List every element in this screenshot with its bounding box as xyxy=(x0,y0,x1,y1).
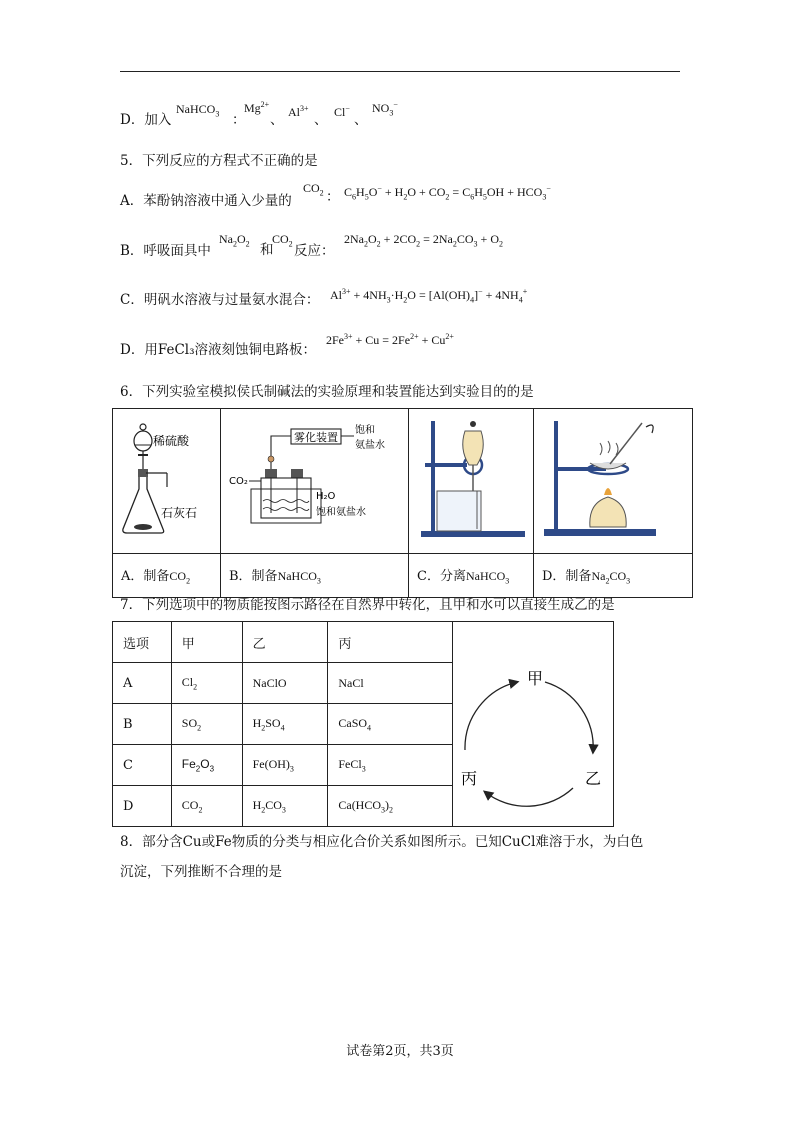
q6-figure-b xyxy=(221,409,409,554)
page-footer: 试卷第2页，共3页 xyxy=(346,1044,454,1059)
fig-a-solid: 石灰石 xyxy=(161,506,198,520)
q6-option-label: D．制备 xyxy=(542,569,592,585)
q6-option xyxy=(534,554,693,598)
q5-stem: 5．下列反应的方程式不正确的是 xyxy=(120,153,318,169)
header-rule xyxy=(120,71,680,72)
fig-b-brine: 饱和氨盐水 xyxy=(316,507,366,518)
q6-option-formula: $Na_2CO_3$ xyxy=(591,569,631,586)
q6-apparatus-table xyxy=(112,408,693,598)
q7-bing: $Ca(HCO_3)_2$ xyxy=(328,786,453,827)
q5-a-equation: $C_6H_5O^- + H_2O + CO_2 = C_6H_5OH + HCO_3^-$ xyxy=(344,184,551,202)
q7-stem: 7．下列选项中的物质能按图示路径在自然界中转化，且甲和水可以直接生成乙的是 xyxy=(120,597,615,613)
cycle-yi: 乙 xyxy=(584,769,601,788)
fig-b-co2: CO₂ xyxy=(229,476,248,487)
q7-header: 选项 xyxy=(113,622,172,663)
q8-line1: 8．部分含Cu或Fe物质的分类与相应化合价关系如图所示。已知CuCl难溶于水，为白色 xyxy=(120,834,644,850)
q4-cl: Cl− xyxy=(334,104,350,119)
q6-figure-a xyxy=(113,409,221,554)
q7-yi: $H_2CO_3$ xyxy=(242,786,328,827)
q6-option-label: B．制备 xyxy=(229,569,278,585)
fig-b-sat: 氨盐水 xyxy=(355,440,385,451)
q4-d-prefix: D．加入 xyxy=(120,112,172,128)
q7-bing: CaSO$_4$ xyxy=(328,704,453,745)
q4-sep: ： xyxy=(232,112,246,128)
q6-option xyxy=(409,554,534,598)
q6-figure-c xyxy=(409,409,534,554)
q5-option-c: C．明矾水溶液与过量氨水混合： xyxy=(120,292,320,308)
q4-no3: $NO_3^-$ xyxy=(372,100,398,118)
q5-sep: ： xyxy=(326,189,340,205)
q6-option-formula: NaHCO$_3$ xyxy=(465,569,510,586)
q5-b-equation: $2Na_2O_2 + 2CO_2 = 2Na_2CO_3 + O_2$ xyxy=(344,232,503,249)
q6-option-label: A．制备 xyxy=(121,569,170,585)
q6-option-label: C．分离 xyxy=(417,569,466,585)
q4-mg: $Mg^{2+}$ xyxy=(244,100,270,115)
fig-a-acid: 稀硫酸 xyxy=(153,434,190,448)
q4-option-d xyxy=(120,112,171,128)
q5-b-co2: $CO_2$ xyxy=(272,232,293,249)
q6-option xyxy=(221,554,409,598)
q5-option-a: A．苯酚钠溶液中通入少量的 xyxy=(120,193,292,209)
q4-sep: 、 xyxy=(270,112,284,128)
fig-b-sat: 饱和 xyxy=(355,425,375,436)
q5-option-d: D．用FeCl₃溶液刻蚀铜电路板： xyxy=(120,342,317,358)
q5-a-co2: $CO_2$ xyxy=(303,181,324,198)
q4-sep: 、 xyxy=(314,112,328,128)
q7-option: C xyxy=(113,745,172,786)
fig-b-device: 雾化装置 xyxy=(294,431,338,444)
cycle-jia: 甲 xyxy=(526,669,543,688)
q6-figure-d xyxy=(534,409,693,554)
q6-option-formula: $CO_2$ xyxy=(169,569,191,586)
q6-option-formula: NaHCO$_3$ xyxy=(277,569,321,586)
q7-bing: NaCl xyxy=(328,663,453,704)
q7-header: 乙 xyxy=(242,622,328,663)
q5-d-equation: $2Fe^{3+} + Cu = 2Fe^{2+} + Cu^{2+}$ xyxy=(326,332,454,347)
q8-line2: 沉淀，下列推断不合理的是 xyxy=(120,864,282,880)
cycle-bing: 丙 xyxy=(460,769,477,788)
q5-b-tail: 反应： xyxy=(294,243,335,259)
q7-cycle-diagram xyxy=(452,622,613,827)
q7-header: 甲 xyxy=(171,622,242,663)
q5-option-b: B．呼吸面具中 xyxy=(120,243,211,259)
q5-b-na2o2: $Na_2O_2$ xyxy=(219,232,250,249)
q7-option: A xyxy=(113,663,172,704)
q5-c-equation: $Al^{3+} + 4NH_3\cdot H_2O = [Al(OH)_4]^- + 4NH_4^+$ xyxy=(330,287,528,305)
q7-option: B xyxy=(113,704,172,745)
q7-jia: $SO_2$ xyxy=(171,704,242,745)
q4-al: $Al^{3+}$ xyxy=(288,104,309,119)
q4-sep: 、 xyxy=(354,112,368,128)
q7-option: D xyxy=(113,786,172,827)
q7-bing: FeCl$_3$ xyxy=(328,745,453,786)
q7-jia: $CO_2$ xyxy=(171,786,242,827)
q7-yi: $H_2SO_4$ xyxy=(242,704,328,745)
q6-option xyxy=(113,554,221,598)
q7-yi: NaClO xyxy=(242,663,328,704)
q7-jia: $Fe_2O_3$ xyxy=(171,745,242,786)
q6-stem: 6．下列实验室模拟侯氏制碱法的实验原理和装置能达到实验目的的是 xyxy=(120,384,534,400)
q4-nahco3: NaHCO$_3$ xyxy=(176,102,220,119)
fig-b-water: H₂O xyxy=(316,491,336,502)
q5-b-and: 和 xyxy=(260,242,274,258)
q7-jia: $Cl_2$ xyxy=(171,663,242,704)
q7-yi: $Fe(OH)_3$ xyxy=(242,745,328,786)
q7-header: 丙 xyxy=(328,622,453,663)
q7-table xyxy=(112,621,614,827)
